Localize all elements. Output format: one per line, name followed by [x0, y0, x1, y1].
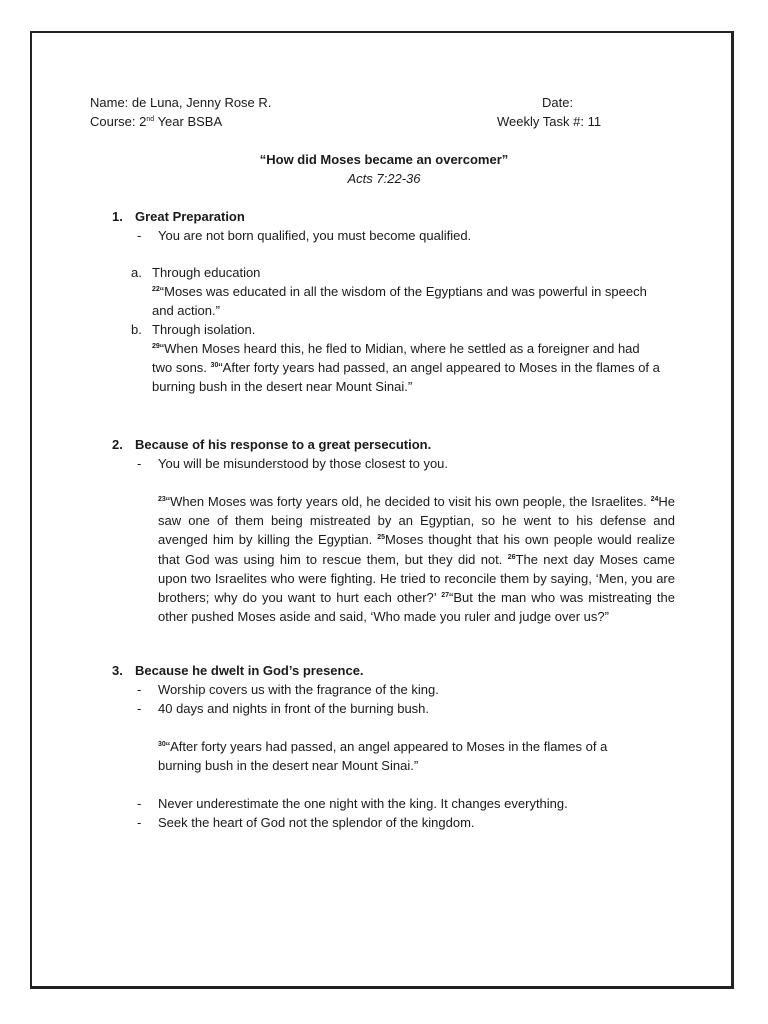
dash-marker: -: [137, 456, 142, 471]
section-1b-verse: [152, 339, 662, 397]
dash-marker: -: [137, 701, 142, 716]
verse-text: “When Moses heard this, he fled to Midian, where he settled as a foreigner and had two sons.: [152, 341, 640, 376]
section-2-bullet: You will be misunderstood by those closest to you.: [158, 456, 449, 471]
section-1-heading: Great Preparation: [135, 209, 245, 224]
verse-text: “But the man who was mistreating the other pushed Moses aside and said, ‘Who made you ruler and judge over us?”: [158, 590, 675, 625]
verse-number: 23: [158, 496, 166, 503]
section-1a-marker: a.: [131, 265, 142, 280]
course-rest: Year BSBA: [157, 114, 223, 129]
document-title: “How did Moses became an overcomer”: [259, 152, 509, 167]
verse-text: He saw one of them being mistreated by an Egyptian, so he went to his defense and avenged him by killing the Egyptian.: [158, 494, 675, 548]
verse-number: 25: [377, 534, 386, 542]
course-year: 2: [139, 114, 147, 129]
section-3-bullet-2: 40 days and nights in front of the burning bush.: [158, 701, 430, 716]
section-3-number: 3.: [112, 663, 123, 678]
section-3-heading: Because he dwelt in God’s presence.: [135, 663, 364, 678]
dash-marker: -: [137, 815, 142, 830]
verse-text: “After forty years had passed, an angel appeared to Moses in the flames of a burning bush in the desert near Mount Sinai.”: [152, 360, 660, 395]
name-label: Name:: [90, 95, 129, 110]
document-subtitle: Acts 7:22-36: [347, 171, 421, 186]
section-2-number: 2.: [112, 437, 123, 452]
course-suffix: nd: [146, 116, 155, 123]
dash-marker: -: [137, 228, 142, 243]
verse-text: Moses thought that his own people would realize that God was using him to rescue them, but they did not.: [158, 532, 675, 567]
section-1-bullet: You are not born qualified, you must become qualified.: [158, 228, 472, 243]
section-3-bullet-1: Worship covers us with the fragrance of the king.: [158, 682, 439, 697]
course-label: Course:: [90, 114, 136, 129]
section-1a-verse: [152, 282, 652, 320]
verse-text: “When Moses was forty years old, he decided to visit his own people, the Israelites.: [165, 494, 647, 509]
dash-marker: -: [137, 682, 142, 697]
course-line: [90, 112, 222, 131]
section-2-verses: [158, 492, 675, 626]
task-line: [497, 112, 601, 131]
name-line: [90, 93, 271, 112]
section-3-bullet-4: Seek the heart of God not the splendor of the kingdom.: [158, 815, 475, 830]
verse-number: 26: [507, 553, 516, 561]
task-value: 11: [587, 114, 602, 129]
section-1b-marker: b.: [131, 322, 142, 337]
section-3-bullet-3: Never underestimate the one night with the king. It changes everything.: [158, 796, 568, 811]
verse-number: 30: [210, 362, 219, 370]
section-1-number: 1.: [112, 209, 123, 224]
verse-number: 24: [650, 496, 659, 503]
verse-text: “After forty years had passed, an angel appeared to Moses in the flames of a burning bush in the desert near Mount Sinai.”: [158, 739, 608, 774]
verse-number: 22: [152, 286, 160, 293]
date-label: Date:: [542, 95, 574, 110]
verse-number: 27: [441, 592, 450, 600]
section-1a-label: Through education: [152, 265, 261, 280]
section-2-heading: Because of his response to a great persecution.: [135, 437, 432, 452]
dash-marker: -: [137, 796, 142, 811]
verse-number: 29: [152, 343, 160, 350]
verse-text: The next day Moses came upon two Israelites who were fighting. He tried to reconcile them by saying, ‘Men, you are brothers; why do you want to hurt each other?’: [158, 551, 675, 606]
name-value: de Luna, Jenny Rose R.: [131, 95, 272, 110]
section-3-verse: [158, 737, 648, 775]
verse-number: 30: [158, 741, 166, 748]
verse-text: “Moses was educated in all the wisdom of the Egyptians and was powerful in speech and action.”: [152, 284, 647, 319]
task-label: Weekly Task #:: [497, 114, 584, 129]
section-1b-label: Through isolation.: [152, 322, 256, 337]
